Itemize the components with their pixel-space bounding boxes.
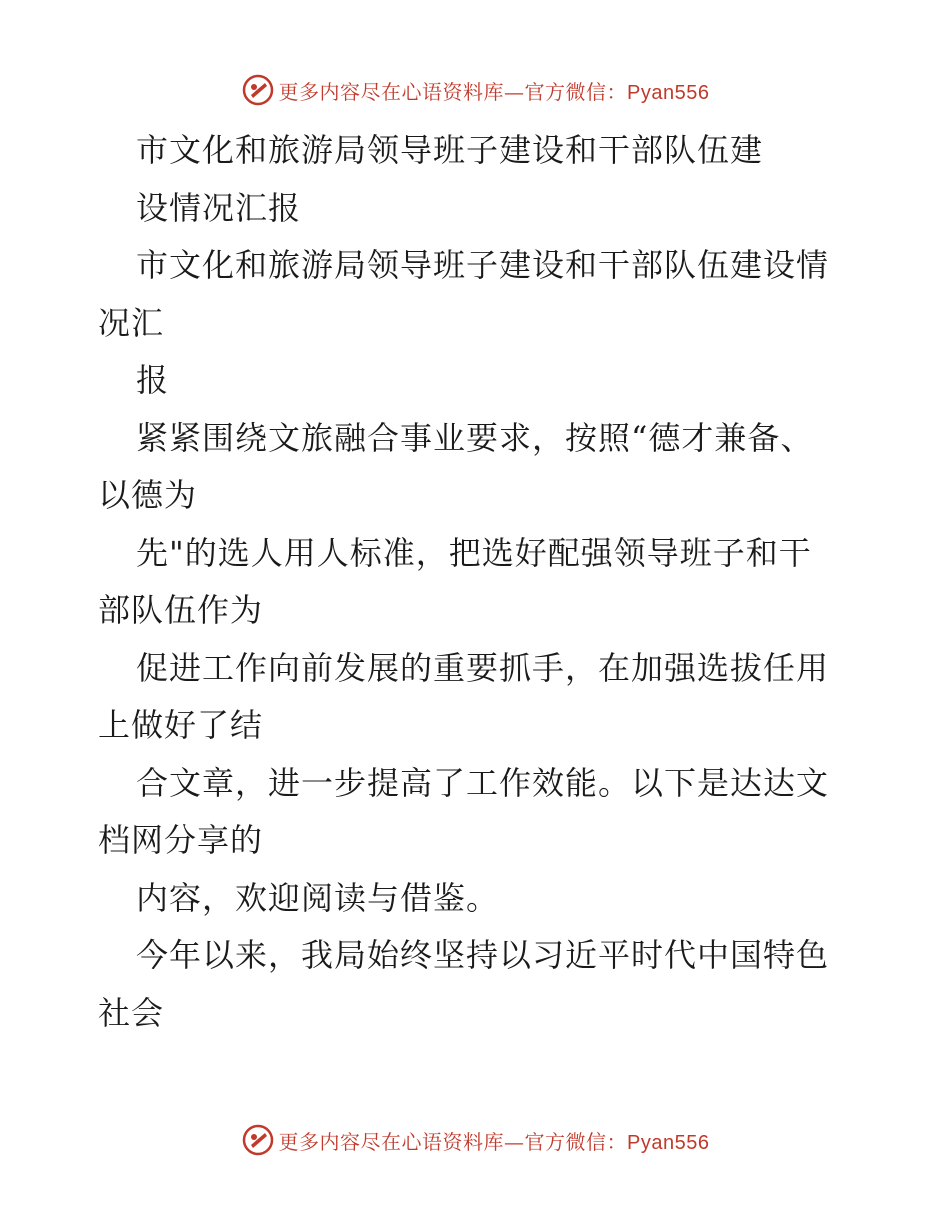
text-line: 设情况汇报 [136,188,302,227]
header-banner-label [279,76,710,105]
text-line: 合文章，进一步提高了工作效能。以下是达达文 [136,763,830,802]
text-line: 上做好了结 [98,706,264,744]
text-line: 档网分享的 [98,821,264,859]
text-line: 先"的选人用人标准，把选好配强领导班子和干 [136,533,812,572]
text-line: 促进工作向前发展的重要抓手，在加强选拔任用 [136,648,830,687]
text-line: 况汇 [98,303,165,342]
footer-banner [0,1120,950,1160]
text-line: 今年以来，我局始终坚持以习近平时代中国特色 [136,936,830,974]
text-line: 紧紧围绕文旅融合事业要求，按照“德才兼备、 [136,418,814,457]
footer-banner-id: Pyan556 [627,1131,710,1154]
header-banner-id: Pyan556 [627,81,710,104]
logo-icon [241,73,275,107]
header-banner-text: 更多内容尽在心语资料库—官方微信： [278,79,628,104]
logo-icon [241,1123,275,1157]
footer-banner-text: 更多内容尽在心语资料库—官方微信： [278,1129,628,1154]
document-body [98,122,858,1042]
header-banner [0,70,950,110]
footer-banner-label [279,1126,710,1155]
text-line: 市文化和旅游局领导班子建设和干部队伍建 [136,131,764,169]
text-line: 市文化和旅游局领导班子建设和干部队伍建设情 [136,246,830,284]
text-line: 报 [136,361,170,399]
text-line: 以德为 [98,476,198,514]
text-line: 社会 [98,993,165,1032]
text-line: 部队伍作为 [98,591,264,629]
text-line: 内容，欢迎阅读与借鉴。 [136,878,500,917]
